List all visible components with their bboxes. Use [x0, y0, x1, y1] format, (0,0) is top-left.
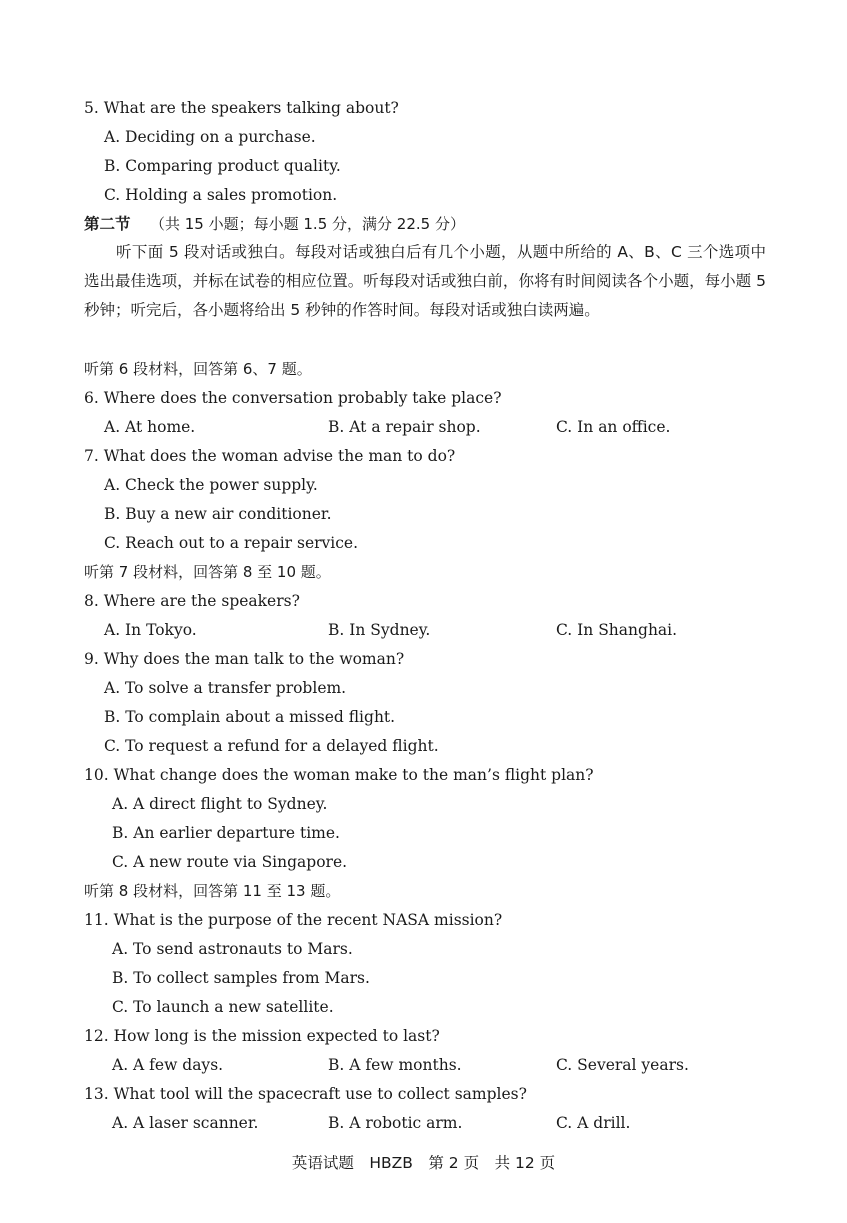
question-5-option-c: C. Holding a sales promotion.	[104, 186, 338, 204]
question-6-option-a: A. At home.	[104, 418, 196, 436]
question-12-option-a: A. A few days.	[112, 1056, 224, 1074]
question-6-stem: 6. Where does the conversation probably take place?	[84, 389, 502, 407]
material-8-heading: 听第 8 段材料，回答第 11 至 13 题。	[84, 882, 341, 900]
question-13-stem: 13. What tool will the spacecraft use to collect samples?	[84, 1085, 527, 1103]
question-9-option-a: A. To solve a transfer problem.	[104, 679, 347, 697]
section-2-title: 第二节	[84, 215, 131, 233]
question-7-option-a: A. Check the power supply.	[104, 476, 318, 494]
question-12-option-c: C. Several years.	[556, 1056, 689, 1074]
question-11-option-a: A. To send astronauts to Mars.	[112, 940, 353, 958]
page-footer: 英语试题 HBZB 第 2 页 共 12 页	[291, 1154, 556, 1172]
question-8-stem: 8. Where are the speakers?	[84, 592, 300, 610]
question-5-stem: 5. What are the speakers talking about?	[84, 99, 399, 117]
question-12-stem: 12. How long is the mission expected to last?	[84, 1027, 440, 1045]
question-10-stem: 10. What change does the woman make to the man’s flight plan?	[84, 766, 594, 784]
question-11-option-c: C. To launch a new satellite.	[112, 998, 334, 1016]
question-5-option-b: B. Comparing product quality.	[104, 157, 341, 175]
question-11-stem: 11. What is the purpose of the recent NASA mission?	[84, 911, 503, 929]
section-2-info: （共 15 小题；每小题 1.5 分，满分 22.5 分）	[150, 215, 465, 233]
section-2-instructions: 听下面 5 段对话或独白。每段对话或独白后有几个小题，从题中所给的 A、B、C 三个选项中选出最佳选项，并标在试卷的相应位置。听每段对话或独白前，你将有时间阅读各个小题，每小题 5 秒钟；听完后，各小题将给出 5 秒钟的作答时间。每段对话或独白读两遍。	[84, 243, 766, 319]
question-10-option-b: B. An earlier departure time.	[112, 824, 340, 842]
question-13-option-b: B. A robotic arm.	[328, 1114, 463, 1132]
question-7-stem: 7. What does the woman advise the man to do?	[84, 447, 456, 465]
question-7-option-c: C. Reach out to a repair service.	[104, 534, 359, 552]
question-13-option-c: C. A drill.	[556, 1114, 631, 1132]
question-13-option-a: A. A laser scanner.	[112, 1114, 259, 1132]
question-5-option-a: A. Deciding on a purchase.	[104, 128, 316, 146]
question-6-option-c: C. In an office.	[556, 418, 671, 436]
question-12-option-b: B. A few months.	[328, 1056, 462, 1074]
question-11-option-b: B. To collect samples from Mars.	[112, 969, 370, 987]
question-8-option-a: A. In Tokyo.	[104, 621, 197, 639]
question-9-option-c: C. To request a refund for a delayed flight.	[104, 737, 439, 755]
question-7-option-b: B. Buy a new air conditioner.	[104, 505, 332, 523]
question-10-option-a: A. A direct flight to Sydney.	[112, 795, 328, 813]
material-7-heading: 听第 7 段材料，回答第 8 至 10 题。	[84, 563, 331, 581]
question-6-option-b: B. At a repair shop.	[328, 418, 481, 436]
material-6-heading: 听第 6 段材料，回答第 6、7 题。	[84, 360, 312, 378]
question-10-option-c: C. A new route via Singapore.	[112, 853, 348, 871]
question-9-stem: 9. Why does the man talk to the woman?	[84, 650, 405, 668]
question-9-option-b: B. To complain about a missed flight.	[104, 708, 396, 726]
question-8-option-c: C. In Shanghai.	[556, 621, 678, 639]
question-8-option-b: B. In Sydney.	[328, 621, 431, 639]
